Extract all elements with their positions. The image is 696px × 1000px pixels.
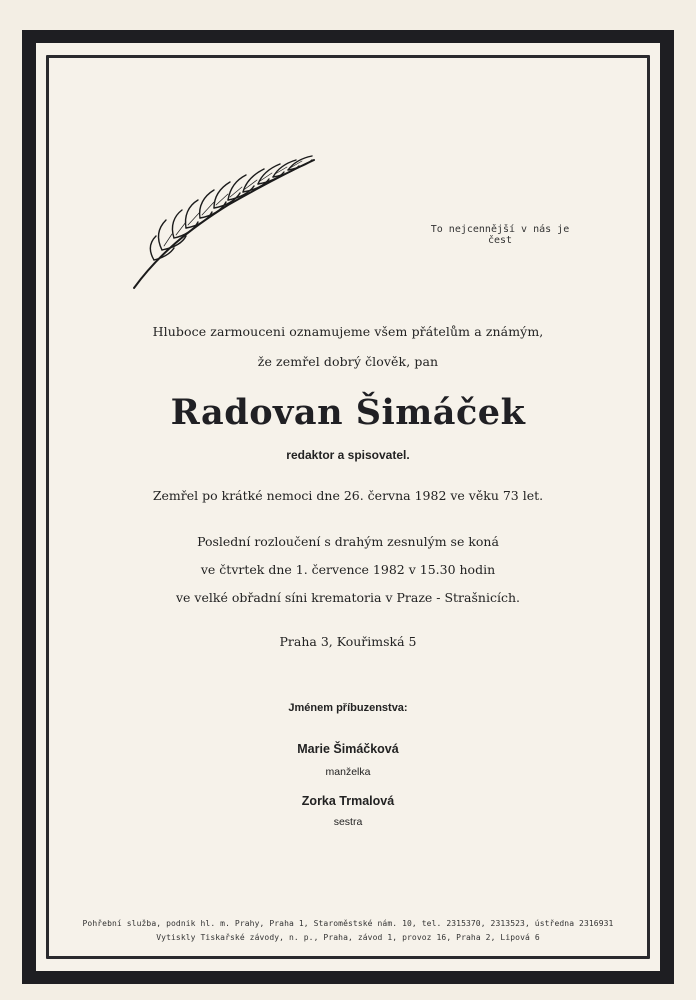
deceased-title: redaktor a spisovatel. (286, 448, 410, 462)
funeral-line-2: ve čtvrtek dne 1. července 1982 v 15.30 hodin (200, 562, 496, 577)
relative-relation: sestra (333, 816, 363, 828)
relative-name: Marie Šimáčková (297, 742, 399, 756)
funeral-line-1: Poslední rozloučení s drahým zesnulým se koná (197, 534, 499, 549)
footer-funeral-service: Pohřební služba, podnik hl. m. Prahy, Praha 1, Staroměstské nám. 10, tel. 2315370, 2313523, ústředna 2316931 (82, 919, 614, 928)
funeral-line-3: ve velké obřadní síni krematoria v Praze - Strašnicích. (176, 590, 520, 605)
footer-printer: Vytiskly Tiskařské závody, n. p., Praha, závod 1, provoz 16, Praha 2, Lipová 6 (156, 933, 540, 942)
deceased-name: Radovan Šimáček (170, 392, 526, 433)
relative-name: Zorka Trmalová (301, 794, 395, 808)
announcement-line-2: že zemřel dobrý člověk, pan (257, 354, 439, 369)
death-notice: Zemřel po krátké nemoci dne 26. června 1982 ve věku 73 let. (152, 488, 544, 503)
announcement-line-1: Hluboce zarmouceni oznamujeme všem přátelům a známým, (152, 324, 544, 339)
motto-text: To nejcennější v nás je čest (430, 224, 570, 246)
palm-branch-icon (128, 150, 320, 292)
address: Praha 3, Kouřimská 5 (279, 634, 417, 649)
relative-relation: manželka (325, 766, 371, 778)
relatives-heading: Jménem příbuzenstva: (288, 702, 408, 714)
